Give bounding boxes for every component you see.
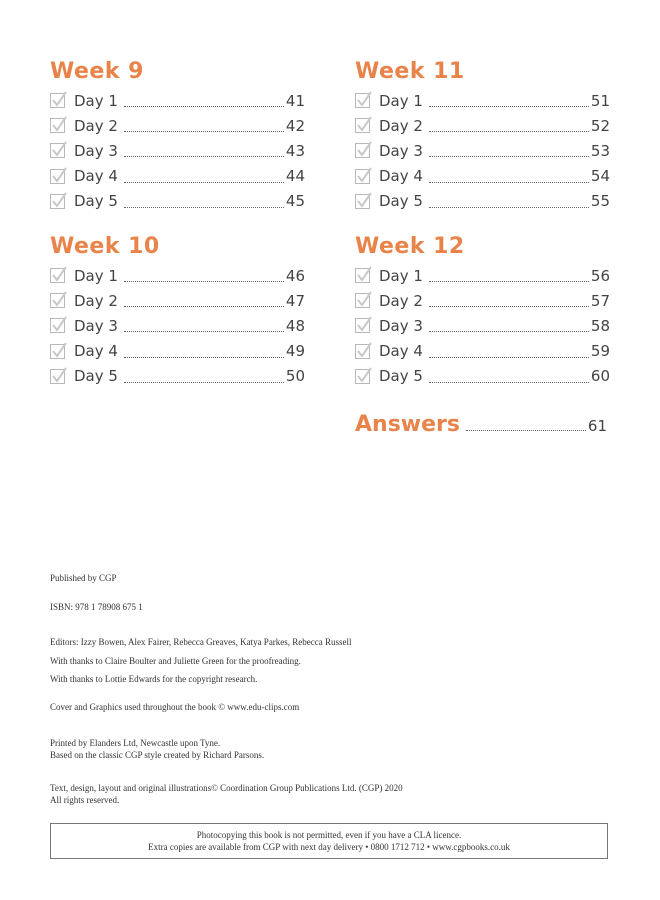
checkmark-icon	[356, 341, 372, 359]
dot-leader	[429, 195, 589, 208]
checkmark-icon	[51, 315, 67, 333]
checkmark-icon	[51, 366, 67, 384]
page-number: 51	[590, 91, 610, 110]
day-label: Day 5	[379, 367, 423, 386]
page-number: 45	[285, 192, 305, 211]
page-number: 55	[590, 192, 610, 211]
page-number: 42	[285, 116, 305, 135]
checkbox-icon[interactable]	[50, 118, 65, 133]
week-section	[50, 233, 305, 389]
toc-day-entry	[50, 88, 305, 113]
published-by: Published by CGP	[50, 573, 117, 583]
checkbox-icon[interactable]	[355, 293, 370, 308]
dot-leader	[124, 94, 284, 107]
page-number: 43	[285, 141, 305, 160]
checkbox-icon[interactable]	[50, 143, 65, 158]
checkbox-icon[interactable]	[50, 293, 65, 308]
checkmark-icon	[51, 341, 67, 359]
toc-day-entry	[355, 339, 610, 364]
day-label: Day 4	[379, 167, 423, 186]
dot-leader	[124, 345, 284, 358]
checkmark-icon	[356, 265, 372, 283]
day-label: Day 5	[379, 192, 423, 211]
day-label: Day 2	[74, 291, 118, 310]
day-label: Day 2	[379, 116, 423, 135]
copyright: Text, design, layout and original illustrations© Coordination Group Publications Ltd. (CGP) 2020	[50, 783, 403, 793]
toc-day-entry	[355, 113, 610, 138]
page-number: 60	[590, 367, 610, 386]
checkmark-icon	[51, 166, 67, 184]
editors: Editors: Izzy Bowen, Alex Fairer, Rebecca Greaves, Katya Parkes, Rebecca Russell	[50, 637, 352, 647]
dot-leader	[124, 370, 284, 383]
toc-answers-entry	[355, 412, 607, 437]
page-number: 44	[285, 167, 305, 186]
checkbox-icon[interactable]	[50, 268, 65, 283]
checkbox-icon[interactable]	[50, 194, 65, 209]
page-number: 47	[285, 291, 305, 310]
toc-day-entry	[355, 189, 610, 214]
toc-day-entry	[355, 313, 610, 338]
day-label: Day 1	[74, 266, 118, 285]
dot-leader	[124, 144, 284, 157]
toc-day-entry	[355, 263, 610, 288]
dot-leader	[124, 294, 284, 307]
dot-leader	[429, 119, 589, 132]
week-section	[50, 58, 305, 214]
day-label: Day 3	[74, 141, 118, 160]
checkbox-icon[interactable]	[355, 344, 370, 359]
checkbox-icon[interactable]	[50, 344, 65, 359]
notice-line-2: Extra copies are available from CGP with next day delivery • 0800 1712 712 • www.cgpbooks.co.uk	[148, 842, 510, 852]
checkmark-icon	[356, 90, 372, 108]
day-label: Day 1	[74, 91, 118, 110]
checkmark-icon	[356, 115, 372, 133]
notice-line-1: Photocopying this book is not permitted, even if you have a CLA licence.	[196, 830, 462, 840]
dot-leader	[429, 144, 589, 157]
checkbox-icon[interactable]	[355, 169, 370, 184]
dot-leader	[124, 170, 284, 183]
page-number: 46	[285, 266, 305, 285]
toc-day-entry	[50, 138, 305, 163]
week-section	[355, 233, 610, 389]
page-number: 54	[590, 167, 610, 186]
dot-leader	[124, 269, 284, 282]
page-number: 49	[285, 342, 305, 361]
dot-leader	[429, 269, 589, 282]
rights-reserved: All rights reserved.	[50, 795, 120, 805]
isbn: ISBN: 978 1 78908 675 1	[50, 602, 143, 612]
checkbox-icon[interactable]	[50, 318, 65, 333]
checkmark-icon	[51, 290, 67, 308]
checkbox-icon[interactable]	[355, 369, 370, 384]
thanks-proofreading: With thanks to Claire Boulter and Juliette Green for the proofreading.	[50, 656, 301, 666]
checkmark-icon	[51, 115, 67, 133]
page-number: 59	[590, 342, 610, 361]
toc-day-entry	[355, 288, 610, 313]
toc-day-entry	[50, 288, 305, 313]
page-number: 57	[590, 291, 610, 310]
checkbox-icon[interactable]	[355, 194, 370, 209]
toc-day-entry	[50, 364, 305, 389]
checkmark-icon	[51, 90, 67, 108]
checkbox-icon[interactable]	[355, 93, 370, 108]
day-label: Day 2	[379, 291, 423, 310]
answers-page-number: 61	[587, 417, 607, 435]
dot-leader	[429, 294, 589, 307]
toc-day-entry	[355, 138, 610, 163]
graphics-credit: Cover and Graphics used throughout the book © www.edu-clips.com	[50, 702, 300, 712]
checkmark-icon	[51, 265, 67, 283]
day-label: Day 3	[379, 141, 423, 160]
dot-leader	[124, 195, 284, 208]
dot-leader	[124, 319, 284, 332]
dot-leader	[429, 94, 589, 107]
day-label: Day 2	[74, 116, 118, 135]
checkbox-icon[interactable]	[355, 318, 370, 333]
checkbox-icon[interactable]	[355, 268, 370, 283]
thanks-copyright: With thanks to Lottie Edwards for the copyright research.	[50, 674, 258, 684]
toc-day-entry	[355, 88, 610, 113]
checkbox-icon[interactable]	[50, 93, 65, 108]
checkmark-icon	[51, 191, 67, 209]
day-label: Day 4	[74, 167, 118, 186]
day-label: Day 3	[74, 316, 118, 335]
day-label: Day 1	[379, 266, 423, 285]
day-label: Day 5	[74, 192, 118, 211]
day-label: Day 1	[379, 91, 423, 110]
toc-day-entry	[50, 339, 305, 364]
toc-day-entry	[355, 364, 610, 389]
dot-leader	[429, 319, 589, 332]
day-label: Day 4	[74, 342, 118, 361]
printed-by: Printed by Elanders Ltd, Newcastle upon Tyne.	[50, 738, 221, 748]
toc-day-entry	[50, 189, 305, 214]
page-number: 58	[590, 316, 610, 335]
page-number: 53	[590, 141, 610, 160]
dot-leader	[466, 430, 586, 431]
week-title: Week 11	[355, 59, 465, 84]
toc-day-entry	[355, 164, 610, 189]
checkmark-icon	[356, 140, 372, 158]
page-number: 56	[590, 266, 610, 285]
dot-leader	[124, 119, 284, 132]
toc-day-entry	[50, 263, 305, 288]
page-number: 41	[285, 91, 305, 110]
day-label: Day 3	[379, 316, 423, 335]
toc-day-entry	[50, 164, 305, 189]
page-number: 52	[590, 116, 610, 135]
dot-leader	[429, 345, 589, 358]
toc-day-entry	[50, 113, 305, 138]
answers-title: Answers	[355, 412, 460, 437]
checkmark-icon	[356, 366, 372, 384]
week-section	[355, 58, 610, 214]
checkmark-icon	[356, 315, 372, 333]
checkmark-icon	[51, 140, 67, 158]
checkmark-icon	[356, 166, 372, 184]
checkmark-icon	[356, 191, 372, 209]
dot-leader	[429, 170, 589, 183]
checkbox-icon[interactable]	[355, 143, 370, 158]
photocopy-notice	[50, 823, 608, 859]
week-title: Week 10	[50, 234, 160, 259]
page-number: 50	[285, 367, 305, 386]
toc-day-entry	[50, 313, 305, 338]
based-on: Based on the classic CGP style created by Richard Parsons.	[50, 750, 265, 760]
checkbox-icon[interactable]	[50, 369, 65, 384]
week-title: Week 9	[50, 59, 144, 84]
dot-leader	[429, 370, 589, 383]
checkbox-icon[interactable]	[355, 118, 370, 133]
page-number: 48	[285, 316, 305, 335]
day-label: Day 4	[379, 342, 423, 361]
day-label: Day 5	[74, 367, 118, 386]
checkmark-icon	[356, 290, 372, 308]
week-title: Week 12	[355, 234, 465, 259]
checkbox-icon[interactable]	[50, 169, 65, 184]
